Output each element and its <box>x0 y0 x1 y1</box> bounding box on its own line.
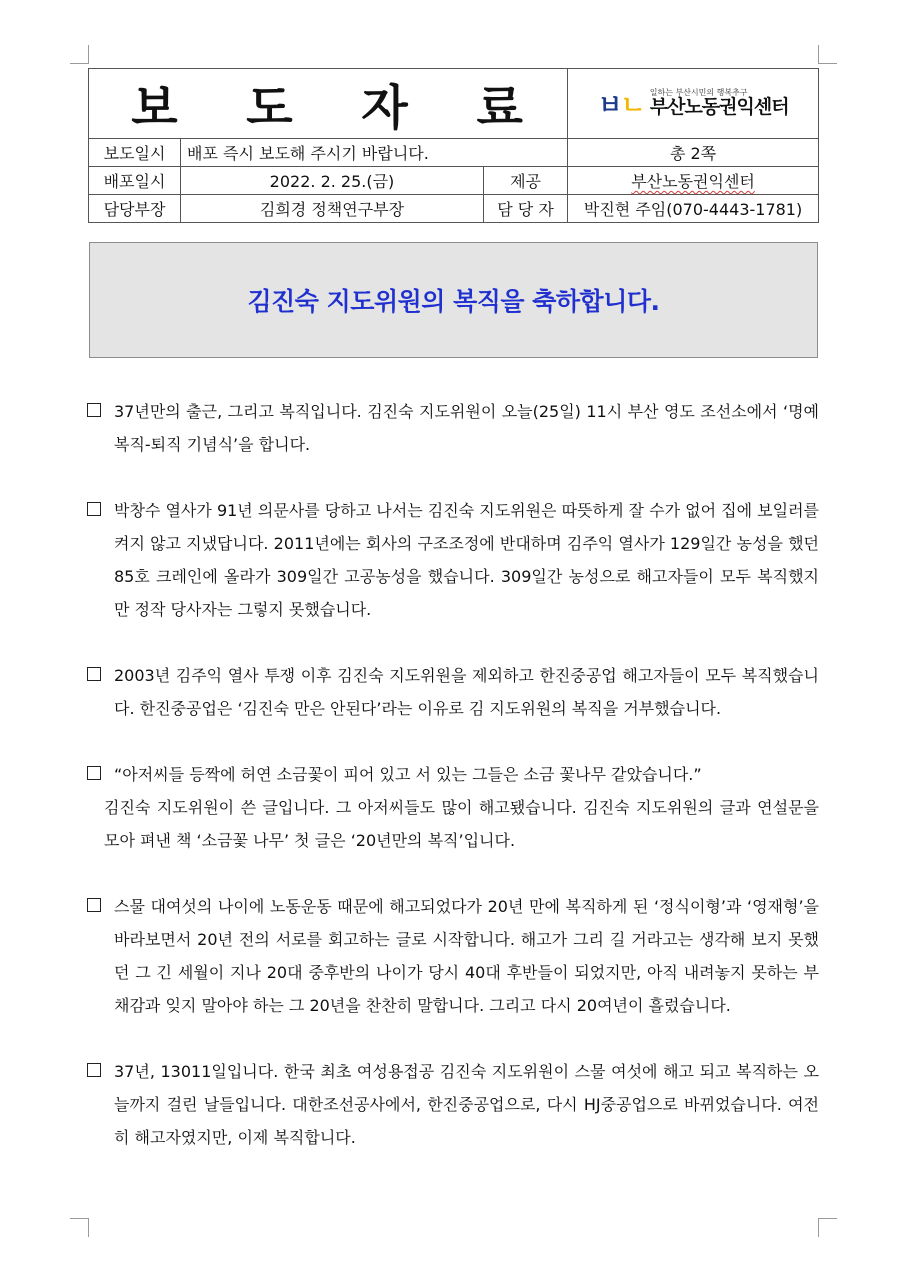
page-count: 총 2쪽 <box>568 139 819 167</box>
row-release-time <box>89 139 819 167</box>
provider-name: 부산노동권익센터 <box>631 172 755 191</box>
contact-value: 박진현 주임(070-4443-1781) <box>568 195 819 223</box>
logo <box>574 85 812 122</box>
checkbox-bullet-icon <box>87 667 101 681</box>
paragraph-3: 2003년 김주익 열사 투쟁 이후 김진숙 지도위원을 제외하고 한진중공업 해고자들이 모두 복직했습니다. 한진중공업은 ‘김진숙 만은 안된다’라는 이유로 김 지도위원의 복직을 거부했습니다. <box>87 659 819 725</box>
press-release-header <box>88 68 818 223</box>
release-time-value: 배포 즉시 보도해 주시기 바랍니다. <box>181 139 568 167</box>
provider-label: 제공 <box>484 167 568 195</box>
manager-value: 김희경 정책연구부장 <box>181 195 484 223</box>
paragraph-2: 박창수 열사가 91년 의문사를 당하고 나서는 김진숙 지도위원은 따뜻하게 잘 수가 없어 집에 보일러를 켜지 않고 지냈답니다. 2011년에는 회사의 구조조정에 반대하며 김주익 열사가 129일간 농성을 했던 85호 크레인에 올라가 309일간 고공농성을 했습니다. 309일간 농성으로 해고자들이 모두 복직했지만 정작 당사자는 그렇지 못했습니다. <box>87 494 819 626</box>
header-table <box>88 68 819 223</box>
crop-mark-bottom-right <box>818 1218 837 1237</box>
distribution-date-value: 2022. 2. 25.(금) <box>181 167 484 195</box>
checkbox-bullet-icon <box>87 766 101 780</box>
crop-mark-top-left <box>70 45 89 64</box>
contact-label: 담 당 자 <box>484 195 568 223</box>
center-logo-icon: ㅂㄴ <box>597 91 644 121</box>
headline: 김진숙 지도위원의 복직을 축하합니다. <box>247 287 660 316</box>
checkbox-bullet-icon <box>87 1063 101 1077</box>
headline-banner <box>89 242 818 358</box>
manager-label: 담당부장 <box>89 195 181 223</box>
provider-value <box>568 167 819 195</box>
document-title: 보 도 자 료 <box>89 69 568 139</box>
paragraph-6: 37년, 13011일입니다. 한국 최초 여성용접공 김진숙 지도위원이 스물 여섯에 해고 되고 복직하는 오늘까지 걸린 날들입니다. 대한조선공사에서, 한진중공업으로, 다시 HJ중공업으로 바뀌었습니다. 여전히 해고자였지만, 이제 복직합니다. <box>87 1055 819 1154</box>
checkbox-bullet-icon <box>87 502 101 516</box>
crop-mark-bottom-left <box>70 1218 89 1237</box>
paragraph-5: 스물 대여섯의 나이에 노동운동 때문에 해고되었다가 20년 만에 복직하게 된 ‘정식이형’과 ‘영재형’을 바라보면서 20년 전의 서로를 회고하는 글로 시작합니다. 해고가 그리 길 거라고는 생각해 보지 못했던 그 긴 세월이 지나 20대 중후반의 나이가 당시 40대 후반들이 되었지만, 아직 내려놓지 못하는 부채감과 잊지 말아야 하는 그 20년을 찬찬히 말합니다. 그리고 다시 20여년이 흘렀습니다. <box>87 890 819 1022</box>
distribution-date-label: 배포일시 <box>89 167 181 195</box>
checkbox-bullet-icon <box>87 403 101 417</box>
logo-cell <box>568 69 819 139</box>
logo-name: 부산노동권익센터 <box>649 96 789 119</box>
release-time-label: 보도일시 <box>89 139 181 167</box>
row-distribution-date <box>89 167 819 195</box>
row-contact <box>89 195 819 223</box>
release-body <box>87 395 819 1154</box>
logo-tagline: 일하는 부산시민의 행복추구 <box>649 87 748 97</box>
crop-mark-top-right <box>818 45 837 64</box>
paragraph-4-quote: “아저씨들 등짝에 허연 소금꽃이 피어 있고 서 있는 그들은 소금 꽃나무 같았습니다.” <box>87 758 819 791</box>
paragraph-1: 37년만의 출근, 그리고 복직입니다. 김진숙 지도위원이 오늘(25일) 11시 부산 영도 조선소에서 ‘명예복직-퇴직 기념식’을 합니다. <box>87 395 819 461</box>
quote-followup: 김진숙 지도위원이 쓴 글입니다. 그 아저씨들도 많이 해고됐습니다. 김진숙 지도위원의 글과 연설문을 모아 펴낸 책 ‘소금꽃 나무’ 첫 글은 ‘20년만의 복직’입니다. <box>104 798 819 850</box>
checkbox-bullet-icon <box>87 898 101 912</box>
